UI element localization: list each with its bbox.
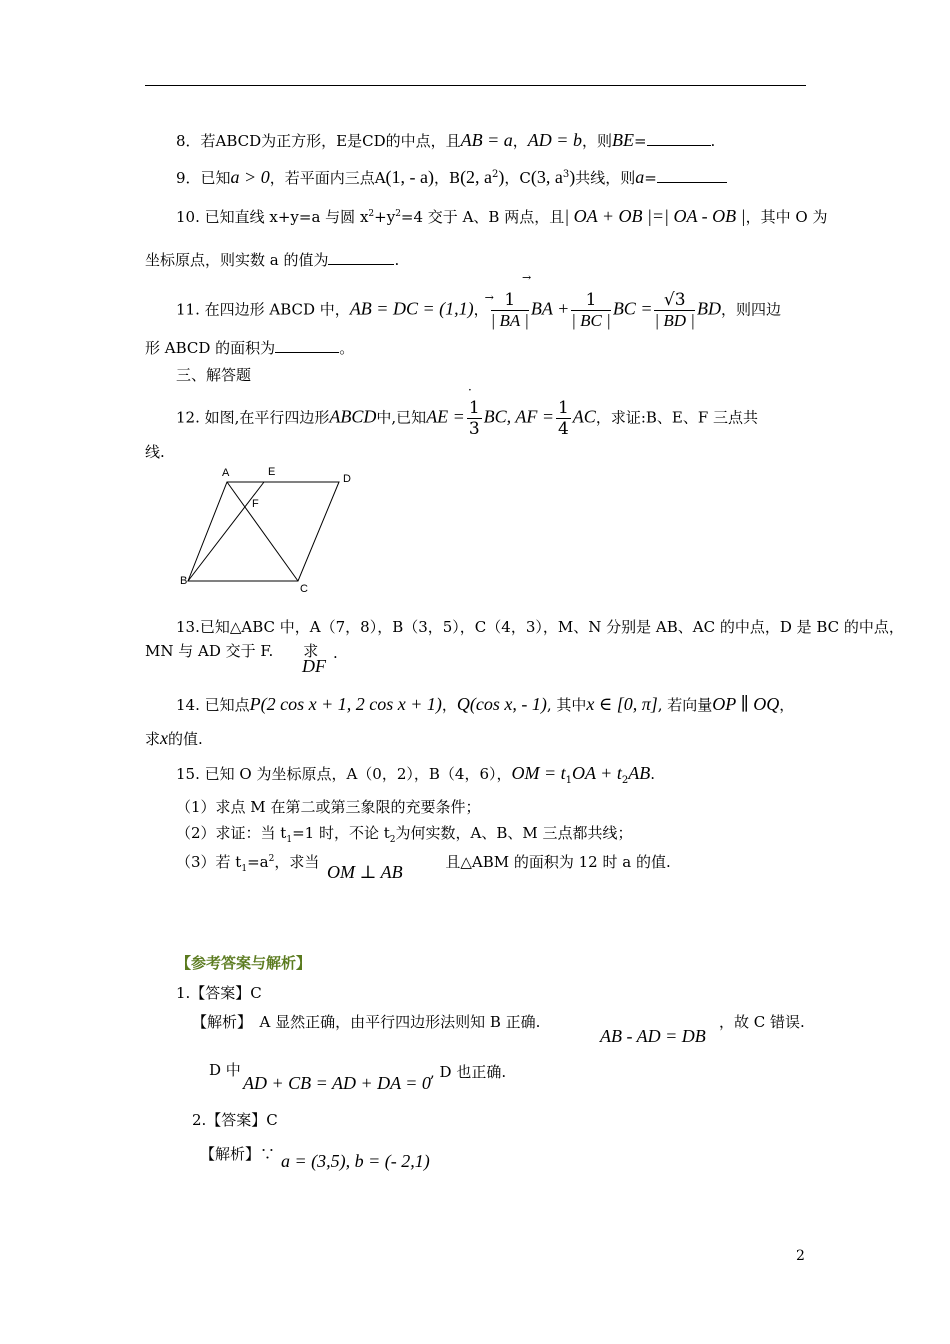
question-15-part-1: （1）求点 M 在第二或第三象限的充要条件； bbox=[176, 798, 481, 816]
parallelogram-figure bbox=[170, 462, 370, 597]
answer-1-expression: AB - AD = DB bbox=[600, 1026, 706, 1046]
question-13: 13.已知△ABC 中，A（7，8），B（3，5），C（4，3），M、N 分别是 AB、AC 的中点，D 是 BC 的中点， bbox=[176, 618, 904, 636]
question-13-end: . bbox=[333, 644, 338, 662]
page-number: 2 bbox=[796, 1248, 805, 1264]
question-15-part-2: （2）求证：当 $t_1=1$ 时，不论 $t_2$为何实数，A、B、M 三点都共线； bbox=[176, 824, 633, 845]
question-10-line2: 坐标原点，则实数 a 的值为 . bbox=[145, 251, 400, 269]
fraction-sqrt3-over-bd: $\frac{√3}{| BD |}$ bbox=[654, 290, 695, 330]
label-c: C bbox=[300, 583, 308, 595]
answer-1-d-expression: AD + CB = AD + DA = 0 bbox=[243, 1073, 431, 1093]
fraction-1-over-ba: → 1 | BA | bbox=[484, 290, 529, 330]
question-12: 12. 如图,在平行四边形ABCD中,已知AE = $\frac{1}{3}$ BC, AF = $\frac{1}{4}$ AC，求证:B、E、F 三点共 bbox=[176, 398, 759, 439]
question-8: 8．若ABCD为正方形，E是CD的中点，且AB = a，AD = b，则BE= . bbox=[176, 130, 716, 150]
label-e: E bbox=[268, 466, 276, 478]
label-d: D bbox=[343, 473, 351, 485]
answer-1-explanation: 【解析】 A 显然正确，由平行四边形法则知 B 正确. bbox=[192, 1013, 541, 1031]
section-heading: 三、解答题 bbox=[176, 366, 252, 384]
question-14: 14. 已知点P(2 cos x + 1, 2 cos x + 1)，Q(cos x, - 1), 其中x ∈ [0, π], 若向量OP ∥ OQ， bbox=[176, 694, 795, 714]
question-11-line2: 形 ABCD 的面积为 。 bbox=[145, 339, 355, 357]
label-a: A bbox=[222, 467, 230, 479]
answer-2-expression: a = (3,5), b = (- 2,1) bbox=[281, 1151, 430, 1171]
answers-heading: 【参考答案与解析】 bbox=[176, 954, 312, 972]
answer-2-explanation: 【解析】∵ bbox=[200, 1145, 276, 1163]
question-11: 11. 在四边形 ABCD 中，AB = DC = (1,1)， → 1 | BA | BA + $\frac{1}{| BC |}$ BC = $\frac{√3}{| BD |}$ BD，则四边 bbox=[176, 290, 781, 330]
question-10: 10. 已知直线 x+y=a 与圆 $x^2+y^2=4$ 交于 A、B 两点，且| OA + OB |=| OA - OB |，其中 O 为 bbox=[176, 206, 828, 226]
segment-be bbox=[188, 482, 264, 581]
answer-1-d: D 中 bbox=[209, 1061, 241, 1079]
header-rule bbox=[145, 85, 806, 86]
label-b: B bbox=[180, 575, 188, 587]
question-13-df: DF bbox=[302, 656, 326, 676]
vector-arrow: → bbox=[522, 271, 532, 284]
answer-1-d-tail: , D 也正确. bbox=[430, 1063, 507, 1081]
question-15-part-3: （3）若 $t_1=a^2$，求当 且△ABM 的面积为 12 时 a 的值. bbox=[176, 853, 671, 874]
question-9: 9．已知a > 0，若平面内三点A(1, - a)，B(2, $a^2$)，C(3, $a^3$)共线，则a= bbox=[176, 165, 727, 188]
segment-ac bbox=[227, 482, 298, 581]
fraction-1-over-bc: $\frac{1}{| BC |}$ bbox=[571, 290, 611, 330]
answer-2: 2.【答案】C bbox=[192, 1111, 278, 1129]
question-14-line2: 求x的值. bbox=[145, 728, 203, 748]
question-15: 15. 已知 O 为坐标原点，A（0，2），B（4，6），OM = $t_1OA + t_2AB$. bbox=[176, 763, 655, 786]
answer-1: 1.【答案】C bbox=[176, 984, 262, 1002]
stray-dot: · bbox=[468, 383, 472, 397]
question-12-line2: 线. bbox=[145, 443, 165, 461]
question-15-perp-expr: OM ⊥ AB bbox=[327, 862, 403, 882]
parallelogram-abcd bbox=[188, 482, 339, 581]
label-f: F bbox=[252, 498, 259, 510]
question-13-line2: MN 与 AD 交于 F. 求 bbox=[145, 642, 319, 660]
answer-1-tail: ，故 C 错误. bbox=[719, 1013, 805, 1031]
